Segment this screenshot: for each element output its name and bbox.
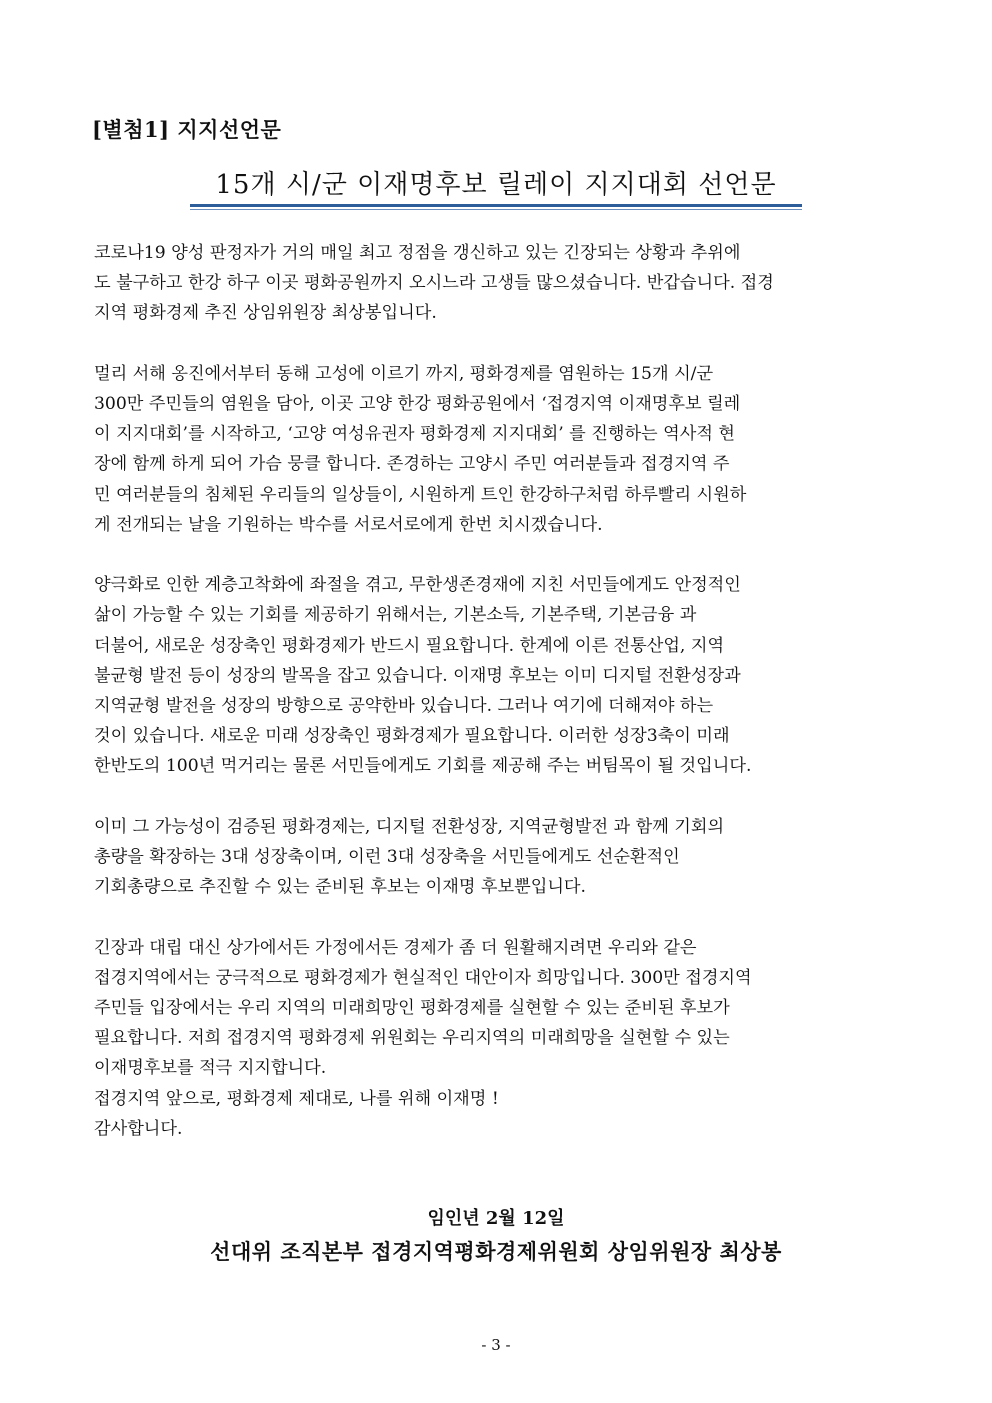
body-line: 접경지역에서는 궁극적으로 평화경제가 현실적인 대안이자 희망입니다. 300만 접경지역 [94,967,752,988]
paragraph-greeting [94,238,900,329]
body-line: 주민들 입장에서는 우리 지역의 미래희망인 평화경제를 실현할 수 있는 준비된 후보가 [94,998,730,1019]
body-line: 더불어, 새로운 성장축인 평화경제가 반드시 필요합니다. 한계에 이른 전통산업, 지역 [94,635,725,656]
body-line: 이 지지대회’를 시작하고, ‘고양 여성유권자 평화경제 지지대회’ 를 진행하는 역사적 현 [94,424,735,445]
title-underline-thin [190,209,802,210]
body-line: 한반도의 100년 먹거리는 물론 서민들에게도 기회를 제공해 주는 버팀목이 될 것입니다. [94,756,752,777]
body-line: 필요합니다. 저희 접경지역 평화경제 위원회는 우리지역의 미래희망을 실현할 수 있는 [94,1028,730,1049]
attachment-label: [별첨1] 지지선언문 [92,117,282,142]
paragraph-growth-axes [94,570,900,781]
body-line: 총량을 확장하는 3대 성장축이며, 이런 3대 성장축을 서민들에게도 선순환적인 [94,847,680,868]
document-body [94,238,900,1144]
body-line: 지역 평화경제 추진 상임위원장 최상봉입니다. [94,303,437,324]
paragraph-closing [94,933,900,1144]
body-line: 멀리 서해 옹진에서부터 동해 고성에 이르기 까지, 평화경제를 염원하는 15개 시/군 [94,363,714,384]
body-line: 기회총량으로 추진할 수 있는 준비된 후보는 이재명 후보뿐입니다. [94,877,586,898]
body-line: 게 전개되는 날을 기원하는 박수를 서로서로에게 한번 치시겠습니다. [94,514,603,535]
document-title: 15개 시/군 이재명후보 릴레이 지지대회 선언문 [215,170,777,200]
body-line: 민 여러분들의 침체된 우리들의 일상들이, 시원하게 트인 한강하구처럼 하루빨리 시원하 [94,484,747,505]
paragraph-peace-economy [94,812,900,903]
paragraph-intro [94,359,900,540]
title-block [190,168,802,210]
body-line: 긴장과 대립 대신 상가에서든 가정에서든 경제가 좀 더 원활해지려면 우리와 같은 [94,937,697,958]
body-line: 코로나19 양성 판정자가 거의 매일 최고 정점을 갱신하고 있는 긴장되는 상황과 추위에 [94,243,741,263]
title-underline [190,204,802,207]
body-line: 장에 함께 하게 되어 가슴 뭉클 합니다. 존경하는 고양시 주민 여러분들과 접경지역 주 [94,454,730,475]
page-number: - 3 - [481,1336,511,1354]
body-line: 이재명후보를 적극 지지합니다. [94,1058,327,1079]
body-line: 감사합니다. [94,1118,183,1139]
body-line: 도 불구하고 한강 하구 이곳 평화공원까지 오시느라 고생들 많으셨습니다. 반갑습니다. 접경 [94,273,774,294]
body-line: 300만 주민들의 염원을 담아, 이곳 고양 한강 평화공원에서 ‘접경지역 이재명후보 릴레 [94,394,741,414]
body-line: 이미 그 가능성이 검증된 평화경제는, 디지털 전환성장, 지역균형발전 과 함께 기회의 [94,816,725,837]
body-line: 삶이 가능할 수 있는 기회를 제공하기 위해서는, 기본소득, 기본주택, 기본금융 과 [94,605,697,626]
body-line: 것이 있습니다. 새로운 미래 성장축인 평화경제가 필요합니다. 이러한 성장3축이 미래 [94,726,730,747]
body-line: 불균형 발전 등이 성장의 발목을 잡고 있습니다. 이재명 후보는 이미 디지털 전환성장과 [94,665,741,686]
body-line: 지역균형 발전을 성장의 방향으로 공약한바 있습니다. 그러나 여기에 더해져야 하는 [94,696,714,717]
signer-line: 선대위 조직본부 접경지역평화경제위원회 상임위원장 최상봉 [210,1239,782,1264]
body-line: 접경지역 앞으로, 평화경제 제대로, 나를 위해 이재명 ! [94,1088,499,1109]
body-line: 양극화로 인한 계층고착화에 좌절을 겪고, 무한생존경재에 지친 서민들에게도 안정적인 [94,575,741,596]
declaration-date: 임인년 2월 12일 [427,1208,565,1229]
